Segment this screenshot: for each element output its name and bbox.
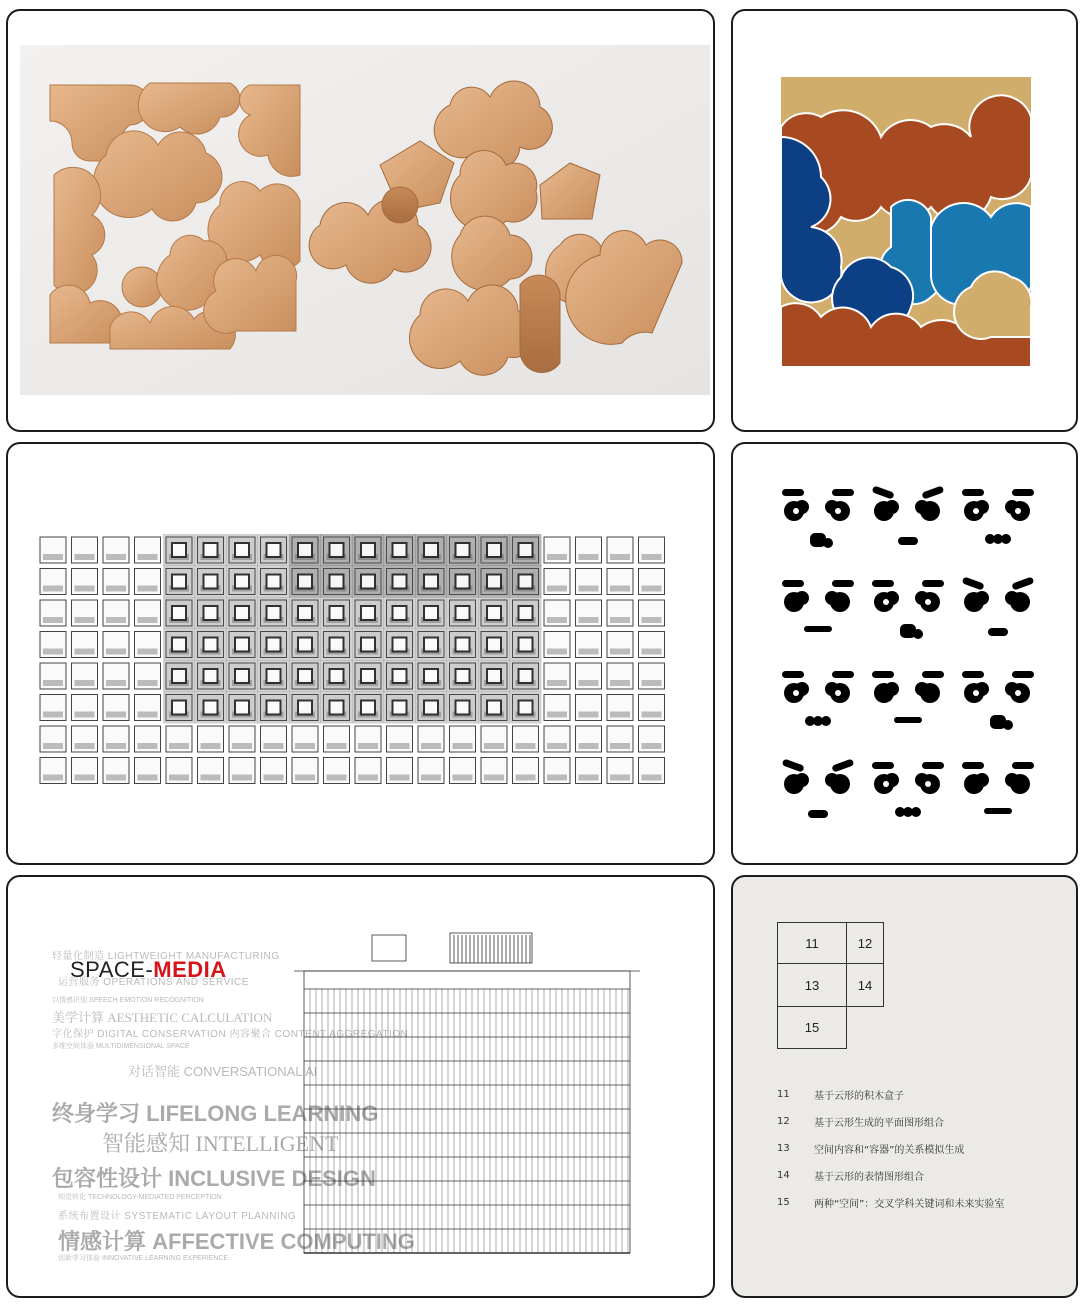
panel-wooden-blocks (6, 9, 715, 432)
grid-cell (195, 597, 227, 629)
cloud-face (782, 758, 855, 818)
keyword: 知觉转化 TECHNOLOGY-MEDIATED PERCEPTION (58, 1194, 222, 1201)
keyword: 情感计算 AFFECTIVE COMPUTING (58, 1229, 415, 1254)
cloud-face (962, 576, 1035, 636)
grid-cell (639, 569, 665, 595)
caption-item (777, 1189, 1067, 1216)
grid-cell (103, 663, 129, 689)
panel-cloud-faces (731, 442, 1078, 865)
keyword: 系统布置设计 SYSTEMATIC LAYOUT PLANNING (58, 1211, 297, 1222)
grid-cell (415, 629, 447, 661)
grid-cell (135, 726, 161, 752)
keyword: 轻量化制造 LIGHTWEIGHT MANUFACTURING (52, 951, 280, 962)
caption-item (777, 1135, 1067, 1162)
grid-cell (418, 758, 444, 784)
grid-cell (415, 534, 447, 566)
grid-cell (226, 534, 258, 566)
grid-cell (384, 629, 416, 661)
grid-cell (607, 537, 633, 563)
grid-cell (478, 597, 510, 629)
keyword: 包容性设计 INCLUSIVE DESIGN (52, 1166, 376, 1191)
grid-cell (135, 632, 161, 658)
grid-cell (639, 632, 665, 658)
caption-item (777, 1108, 1067, 1135)
caption-text: 两种“空间”：交叉学科关键词和未来实验室 (814, 1199, 1005, 1210)
grid-cell (510, 660, 542, 692)
building (294, 933, 640, 1253)
grid-cell (163, 660, 195, 692)
cloud-face (962, 671, 1034, 730)
grid-cell (72, 758, 98, 784)
grid-cell (639, 758, 665, 784)
grid-cell (72, 569, 98, 595)
grid-cell (163, 566, 195, 598)
grid-cell (261, 758, 287, 784)
grid-cell (261, 726, 287, 752)
grid-cell (481, 758, 507, 784)
map-cell-11: 11 (777, 922, 847, 964)
grid-cell (544, 632, 570, 658)
map-cell-15: 15 (777, 1006, 847, 1049)
grid-cell (72, 663, 98, 689)
grid-cell (166, 726, 192, 752)
grid-cell (258, 629, 290, 661)
cloud-pattern-graphic (781, 77, 1031, 367)
grid-cell (135, 569, 161, 595)
caption-number: 15 (777, 1197, 790, 1208)
grid-cell (198, 726, 224, 752)
keyword: 创新学习体验 INNOVATIVE LEARNING EXPERIENCE (58, 1255, 229, 1262)
grid-cell (576, 569, 602, 595)
grid-cell (103, 600, 129, 626)
grid-cell (607, 632, 633, 658)
grid-cell (226, 692, 258, 724)
grid-cell (544, 537, 570, 563)
caption-list (777, 1081, 1067, 1216)
grid-cell (447, 660, 479, 692)
grid-cell (324, 758, 350, 784)
grid-cell (478, 692, 510, 724)
grid-cell (352, 660, 384, 692)
grid-cell (639, 537, 665, 563)
grid-cell (352, 597, 384, 629)
grid-cell (226, 597, 258, 629)
grid-cell (321, 629, 353, 661)
grid-cell (544, 569, 570, 595)
building-elevation-drawing (8, 877, 713, 1296)
grid-cell (258, 597, 290, 629)
grid-cell (576, 663, 602, 689)
grid-cell (103, 569, 129, 595)
grid-cell (576, 632, 602, 658)
panel-cloud-pattern (731, 9, 1078, 432)
grid-cell (478, 566, 510, 598)
container-grid-graphic (8, 444, 713, 863)
grid-cell (384, 692, 416, 724)
grid-cell (384, 566, 416, 598)
caption-item (777, 1162, 1067, 1189)
grid-cell (166, 758, 192, 784)
grid-cell (447, 692, 479, 724)
grid-cell (229, 758, 255, 784)
grid-cell (40, 663, 66, 689)
grid-cell (576, 695, 602, 721)
grid-cell (447, 629, 479, 661)
keyword: 以情感识别 SPEECH EMOTION RECOGNITION (52, 997, 204, 1004)
grid-cell (352, 692, 384, 724)
grid-cell (639, 695, 665, 721)
grid-cell (510, 597, 542, 629)
grid-cell (289, 660, 321, 692)
grid-cell (289, 566, 321, 598)
grid-cell (544, 600, 570, 626)
grid-cell (576, 537, 602, 563)
grid-cell (226, 660, 258, 692)
grid-cell (226, 566, 258, 598)
cloud-faces-graphic (773, 474, 1043, 834)
grid-cell (289, 534, 321, 566)
grid-cell (72, 600, 98, 626)
grid-cell (510, 566, 542, 598)
keyword: 智能感知 INTELLIGENT (102, 1131, 339, 1156)
grid-cell (72, 695, 98, 721)
keyword: 运营服务 OPERATIONS AND SERVICE (58, 977, 249, 988)
grid-cell (415, 660, 447, 692)
grid-cell (321, 597, 353, 629)
grid-cell (40, 726, 66, 752)
keyword: 终身学习 LIFELONG LEARNING (52, 1101, 379, 1126)
cloud-face (782, 489, 854, 548)
grid-cell (607, 695, 633, 721)
grid-cell (415, 566, 447, 598)
grid-cell (387, 758, 413, 784)
grid-cell (352, 566, 384, 598)
grid-cell (355, 726, 381, 752)
grid-cell (384, 597, 416, 629)
grid-cell (576, 600, 602, 626)
grid-cell (289, 597, 321, 629)
grid-cell (258, 566, 290, 598)
caption-number: 12 (777, 1116, 790, 1127)
cloud-face (962, 762, 1034, 814)
grid-cell (163, 534, 195, 566)
grid-cell (195, 660, 227, 692)
grid-cell (544, 758, 570, 784)
grid-cell (481, 726, 507, 752)
cloud-face (962, 489, 1034, 544)
grid-cell (163, 692, 195, 724)
grid-cell (607, 726, 633, 752)
grid-cell (135, 758, 161, 784)
grid-cell (639, 726, 665, 752)
grid-cell (321, 660, 353, 692)
grid-cell (478, 629, 510, 661)
grid-cell (387, 726, 413, 752)
grid-cell (324, 726, 350, 752)
keyword: 对话智能 CONVERSATIONAL AI (128, 1064, 318, 1079)
grid-cell (513, 758, 539, 784)
grid-cell (576, 758, 602, 784)
space-title-prefix: SPACE- (70, 957, 154, 982)
grid-cell (289, 629, 321, 661)
cloud-face (782, 671, 854, 726)
grid-cell (384, 534, 416, 566)
grid-cell (544, 663, 570, 689)
grid-cell (135, 600, 161, 626)
cloud-face (782, 580, 854, 632)
grid-cell (198, 758, 224, 784)
grid-cell (478, 534, 510, 566)
grid-cell (544, 726, 570, 752)
grid-cell (447, 597, 479, 629)
grid-cell (384, 660, 416, 692)
grid-cell (321, 534, 353, 566)
grid-cell (639, 663, 665, 689)
grid-cell (450, 726, 476, 752)
grid-cell (258, 660, 290, 692)
grid-cell (418, 726, 444, 752)
grid-cell (195, 629, 227, 661)
grid-cell (607, 569, 633, 595)
panel-legend (731, 875, 1078, 1298)
grid-cell (510, 692, 542, 724)
grid-cell (40, 600, 66, 626)
caption-number: 11 (777, 1089, 790, 1100)
keyword: 字化保护 DIGITAL CONSERVATION 内容聚合 CONTENT AGGREGATION (52, 1029, 409, 1040)
panel-container-simulation (6, 442, 715, 865)
caption-text: 基于云形生成的平面图形组合 (814, 1118, 944, 1129)
grid-cell (544, 695, 570, 721)
cloud-face (872, 485, 945, 545)
grid-cell (415, 597, 447, 629)
grid-cell (352, 534, 384, 566)
grid-cell (103, 537, 129, 563)
grid-cell (639, 600, 665, 626)
grid-cell (135, 695, 161, 721)
grid-cell (321, 692, 353, 724)
grid-cell (103, 695, 129, 721)
grid-cell (195, 534, 227, 566)
caption-text: 基于云形的积木盒子 (814, 1091, 904, 1102)
grid-cell (510, 629, 542, 661)
grid-cell (607, 663, 633, 689)
grid-cell (355, 758, 381, 784)
grid-cell (229, 726, 255, 752)
space-title-accent: MEDIA (153, 957, 227, 982)
grid-cell (195, 566, 227, 598)
map-cell-13: 13 (777, 963, 847, 1007)
layout-map (777, 922, 887, 1052)
keyword: 多维空间体验 MULTIDIMENSIONAL SPACE (52, 1043, 190, 1050)
caption-text: 基于云形的表情图形组合 (814, 1172, 924, 1183)
grid-cell (103, 726, 129, 752)
grid-cell (163, 597, 195, 629)
cloud-face (872, 671, 944, 723)
caption-number: 14 (777, 1170, 790, 1181)
grid-cell (40, 695, 66, 721)
grid-cell (103, 632, 129, 658)
grid-cell (135, 663, 161, 689)
caption-item (777, 1081, 1067, 1108)
grid-cell (415, 692, 447, 724)
grid-cell (103, 758, 129, 784)
grid-cell (450, 758, 476, 784)
grid-cell (40, 569, 66, 595)
grid-cell (292, 758, 318, 784)
grid-cell (258, 692, 290, 724)
grid-cell (72, 726, 98, 752)
grid-cell (72, 537, 98, 563)
grid-cell (135, 537, 161, 563)
panel-space-media (6, 875, 715, 1298)
grid-cell (352, 629, 384, 661)
map-cell-14: 14 (846, 963, 884, 1007)
grid-cell (607, 758, 633, 784)
grid-cell (163, 629, 195, 661)
grid-cell (292, 726, 318, 752)
map-cell-12: 12 (846, 922, 884, 964)
grid-cell (226, 629, 258, 661)
grid-cell (40, 632, 66, 658)
keyword: 美学计算 AESTHETIC CALCULATION (52, 1010, 273, 1025)
grid-cell (576, 726, 602, 752)
caption-text: 空间内容和“容器”的关系模拟生成 (814, 1145, 965, 1156)
grid-cell (321, 566, 353, 598)
grid-cell (72, 632, 98, 658)
wooden-blocks-photo (20, 45, 710, 395)
caption-number: 13 (777, 1143, 790, 1154)
grid-cell (447, 534, 479, 566)
grid-cell (510, 534, 542, 566)
grid-cell (289, 692, 321, 724)
grid-cell (258, 534, 290, 566)
grid-cell (40, 537, 66, 563)
cloud-face (872, 762, 944, 817)
grid-cell (195, 692, 227, 724)
grid-cell (607, 600, 633, 626)
grid-cell (40, 758, 66, 784)
cloud-face (872, 580, 944, 639)
grid-cell (447, 566, 479, 598)
grid-cell (478, 660, 510, 692)
grid-cell (513, 726, 539, 752)
